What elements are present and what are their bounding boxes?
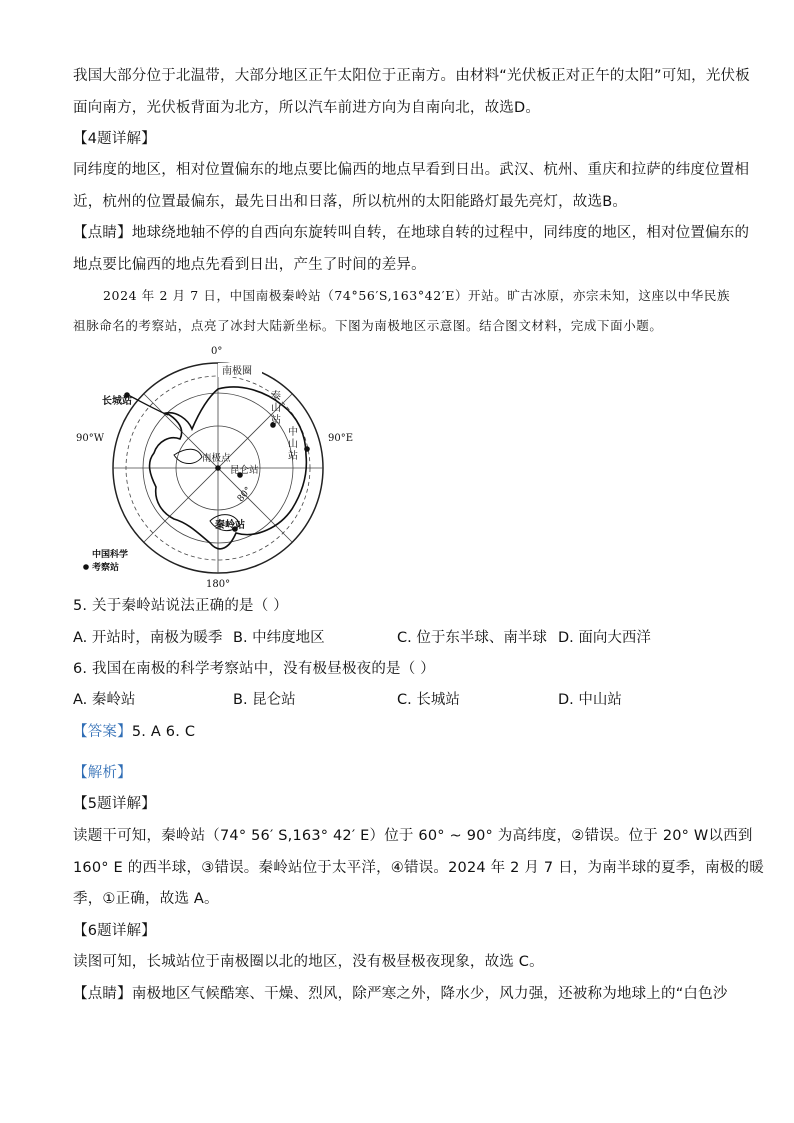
section-heading: 【4题详解】 [73, 131, 156, 147]
q6-option-c: C. 长城站 [397, 692, 460, 708]
text-line: 近，杭州的位置最偏东，最先日出和日落，所以杭州的太阳能路灯最先亮灯，故选B。 [73, 194, 628, 210]
text-line: 面向南方，光伏板背面为北方，所以汽车前进方向为自南向北，故选D。 [73, 100, 541, 116]
label-90e: 90°E [328, 433, 354, 444]
tip-tag: 【点睛】 [73, 986, 132, 1002]
q6-option-d: D. 中山站 [558, 692, 622, 708]
legend-label: 中国科学 [92, 550, 129, 560]
question-5-stem: 5. 关于秦岭站说法正确的是（ ） [73, 598, 288, 614]
tip-line [73, 223, 749, 243]
ice-shelf [174, 449, 202, 463]
label-south-pole: 南极点 [202, 453, 231, 464]
q5-option-d: D. 面向大西洋 [558, 630, 651, 646]
answer-line [73, 722, 195, 742]
analysis-heading: 【解析】 [73, 765, 132, 781]
text-line: 读图可知，长城站位于南极圈以北的地区，没有极昼极夜现象，故选 C。 [73, 954, 544, 970]
label-kunlun: 昆仑站 [230, 465, 259, 476]
q6-option-a: A. 秦岭站 [73, 692, 136, 708]
tip-tag: 【点睛】 [73, 225, 132, 241]
q5-option-c: C. 位于东半球、南半球 [397, 630, 547, 646]
text-line: 同纬度的地区，相对位置偏东的地点要比偏西的地点早看到日出。武汉、杭州、重庆和拉萨的纬度位置相 [73, 162, 750, 178]
legend-dot [83, 564, 89, 570]
text-line: 季，①正确，故选 A。 [73, 891, 219, 907]
label-80-lat: 80° [235, 485, 254, 505]
text-line: 读题干可知，秦岭站（74° 56′ S,163° 42′ E）位于 60° ~ 90° 为高纬度，②错误。位于 20° W以西到 [73, 828, 753, 844]
label-qinling: 秦岭站 [215, 520, 245, 531]
label-zhongshan: 山 [288, 439, 298, 450]
station-zhongshan-dot [304, 446, 310, 452]
tip-text: 地球绕地轴不停的自西向东旋转叫自转，在地球自转的过程中，同纬度的地区，相对位置偏东的 [131, 225, 750, 241]
label-90w: 90°W [76, 433, 105, 444]
label-zhongshan: 中 [288, 427, 298, 438]
label-zhongshan: 站 [288, 451, 298, 462]
material-line: 祖脉命名的考察站，点亮了冰封大陆新坐标。下图为南极地区示意图。结合图文材料，完成下面小题。 [73, 318, 663, 333]
antarctic-map [70, 343, 370, 593]
label-0: 0° [211, 346, 223, 357]
section-heading: 【6题详解】 [73, 923, 156, 939]
south-pole-dot [215, 465, 221, 471]
q6-option-b: B. 昆仑站 [233, 692, 296, 708]
label-taishan: 泰 [271, 391, 281, 402]
section-heading: 【5题详解】 [73, 796, 156, 812]
tip-text: 南极地区气候酷寒、干燥、烈风，除严寒之外，降水少，风力强，还被称为地球上的“白色沙 [131, 986, 728, 1002]
material-line: 2024 年 2 月 7 日，中国南极秦岭站（74°56′S,163°42′E）开站。旷古冰原，亦宗未知，这座以中华民族 [103, 288, 731, 303]
text-line: 160° E 的西半球，③错误。秦岭站位于太平洋，④错误。2024 年 2 月 7 日，为南半球的夏季，南极的暖 [73, 860, 764, 876]
q5-option-a: A. 开站时，南极为暖季 [73, 630, 223, 646]
label-antarctic-circle: 南极圈 [222, 366, 252, 377]
label-180: 180° [206, 579, 231, 590]
q5-option-b: B. 中纬度地区 [233, 630, 325, 646]
answer-tag: 【答案】 [73, 724, 132, 740]
text-line: 我国大部分位于北温带，大部分地区正午太阳位于正南方。由材料“光伏板正对正午的太阳”可知，光伏板 [73, 68, 750, 84]
label-taishan: 山 [271, 403, 281, 414]
label-changcheng: 长城站 [102, 396, 132, 407]
label-taishan: 站 [271, 415, 281, 426]
answer-text: 5. A 6. C [131, 724, 196, 740]
question-6-stem: 6. 我国在南极的科学考察站中，没有极昼极夜的是（ ） [73, 661, 435, 677]
legend-label: 考察站 [92, 563, 120, 573]
tip-line [73, 984, 728, 1004]
text-line: 地点要比偏西的地点先看到日出，产生了时间的差异。 [73, 257, 426, 273]
